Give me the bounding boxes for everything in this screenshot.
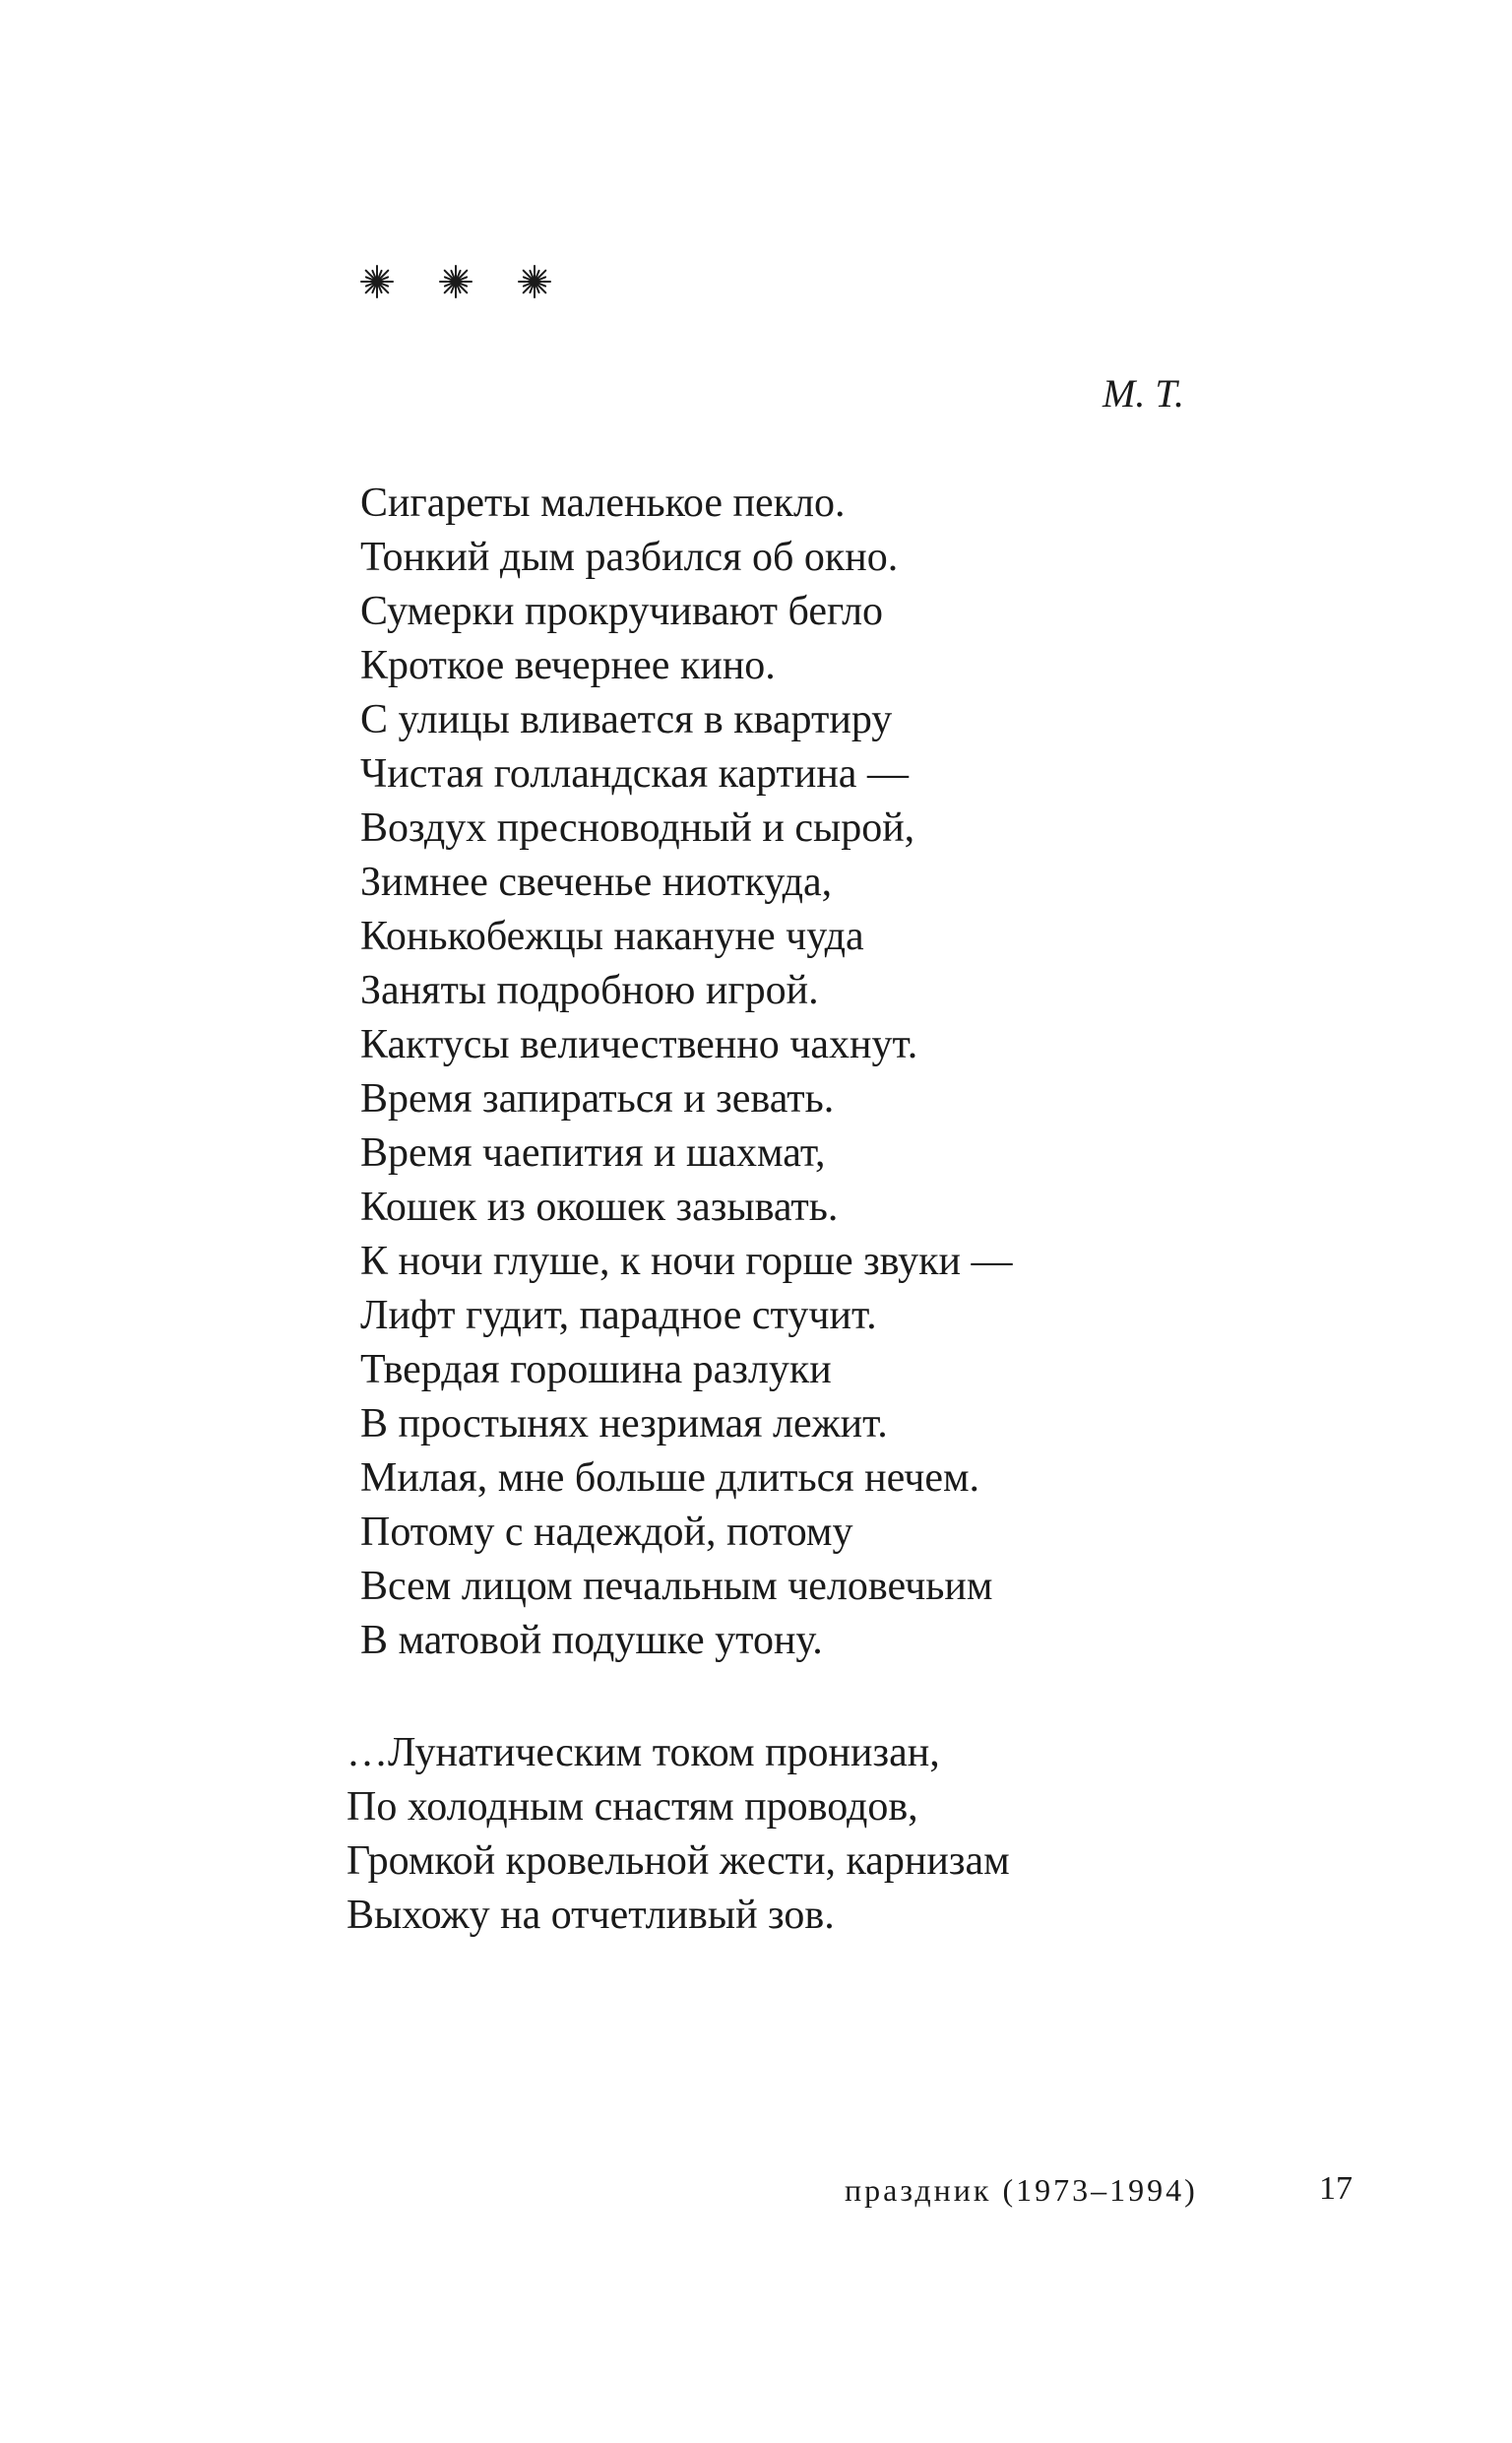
poem-line: Конькобежцы накануне чуда [360, 914, 864, 959]
poem-line: По холодным снастям проводов, [346, 1784, 918, 1830]
poem-line: …Лунатическим током пронизан, [346, 1730, 940, 1775]
poem-line: Время чаепития и шахмат, [360, 1130, 826, 1176]
poem-line: С улицы вливается в квартиру [360, 697, 893, 742]
asterisk-star-icon [438, 264, 473, 299]
poem-line: Тонкий дым разбился об окно. [360, 535, 899, 580]
asterisk-star-icon [517, 264, 552, 299]
asterisk-star-icon [359, 264, 395, 299]
poem-line: Потому с надеждой, потому [360, 1510, 853, 1555]
poem-line: Лифт гудит, парадное стучит. [360, 1293, 877, 1338]
poem-line: Сигареты маленькое пекло. [360, 481, 846, 526]
poem-line: В матовой подушке утону. [360, 1618, 823, 1663]
section-ornament [359, 264, 552, 299]
poem-line: Кроткое вечернее кино. [360, 643, 776, 688]
poem-line: Выхожу на отчетливый зов. [346, 1893, 835, 1938]
poem-line: К ночи глуше, к ночи горше звуки — [360, 1239, 1013, 1284]
poem-line: Время запираться и зевать. [360, 1076, 835, 1122]
poem-line: Сумерки прокручивают бегло [360, 589, 884, 634]
poem-line: Всем лицом печальным человечьим [360, 1564, 993, 1609]
poem-line: Чистая голландская картина — [360, 751, 909, 797]
poem-line: В простынях незримая лежит. [360, 1401, 888, 1447]
poem-line: Твердая горошина разлуки [360, 1347, 832, 1392]
running-head: праздник (1973–1994) [845, 2172, 1198, 2208]
poem-line: Громкой кровельной жести, карнизам [346, 1838, 1010, 1884]
page-number: 17 [1319, 2170, 1353, 2207]
poem-stanza-2 [346, 1726, 1010, 1943]
poem-line: Милая, мне больше длиться нечем. [360, 1455, 980, 1501]
poem-line: Кошек из окошек зазывать. [360, 1185, 839, 1230]
poem-line: Кактусы величественно чахнут. [360, 1022, 918, 1067]
poem-line: Зимнее свеченье ниоткуда, [360, 860, 833, 905]
poem-line: Заняты подробною игрой. [360, 968, 819, 1013]
poem-line: Воздух пресноводный и сырой, [360, 805, 915, 851]
dedication: М. Т. [1102, 371, 1185, 416]
poem-stanza-1 [360, 477, 1012, 1668]
